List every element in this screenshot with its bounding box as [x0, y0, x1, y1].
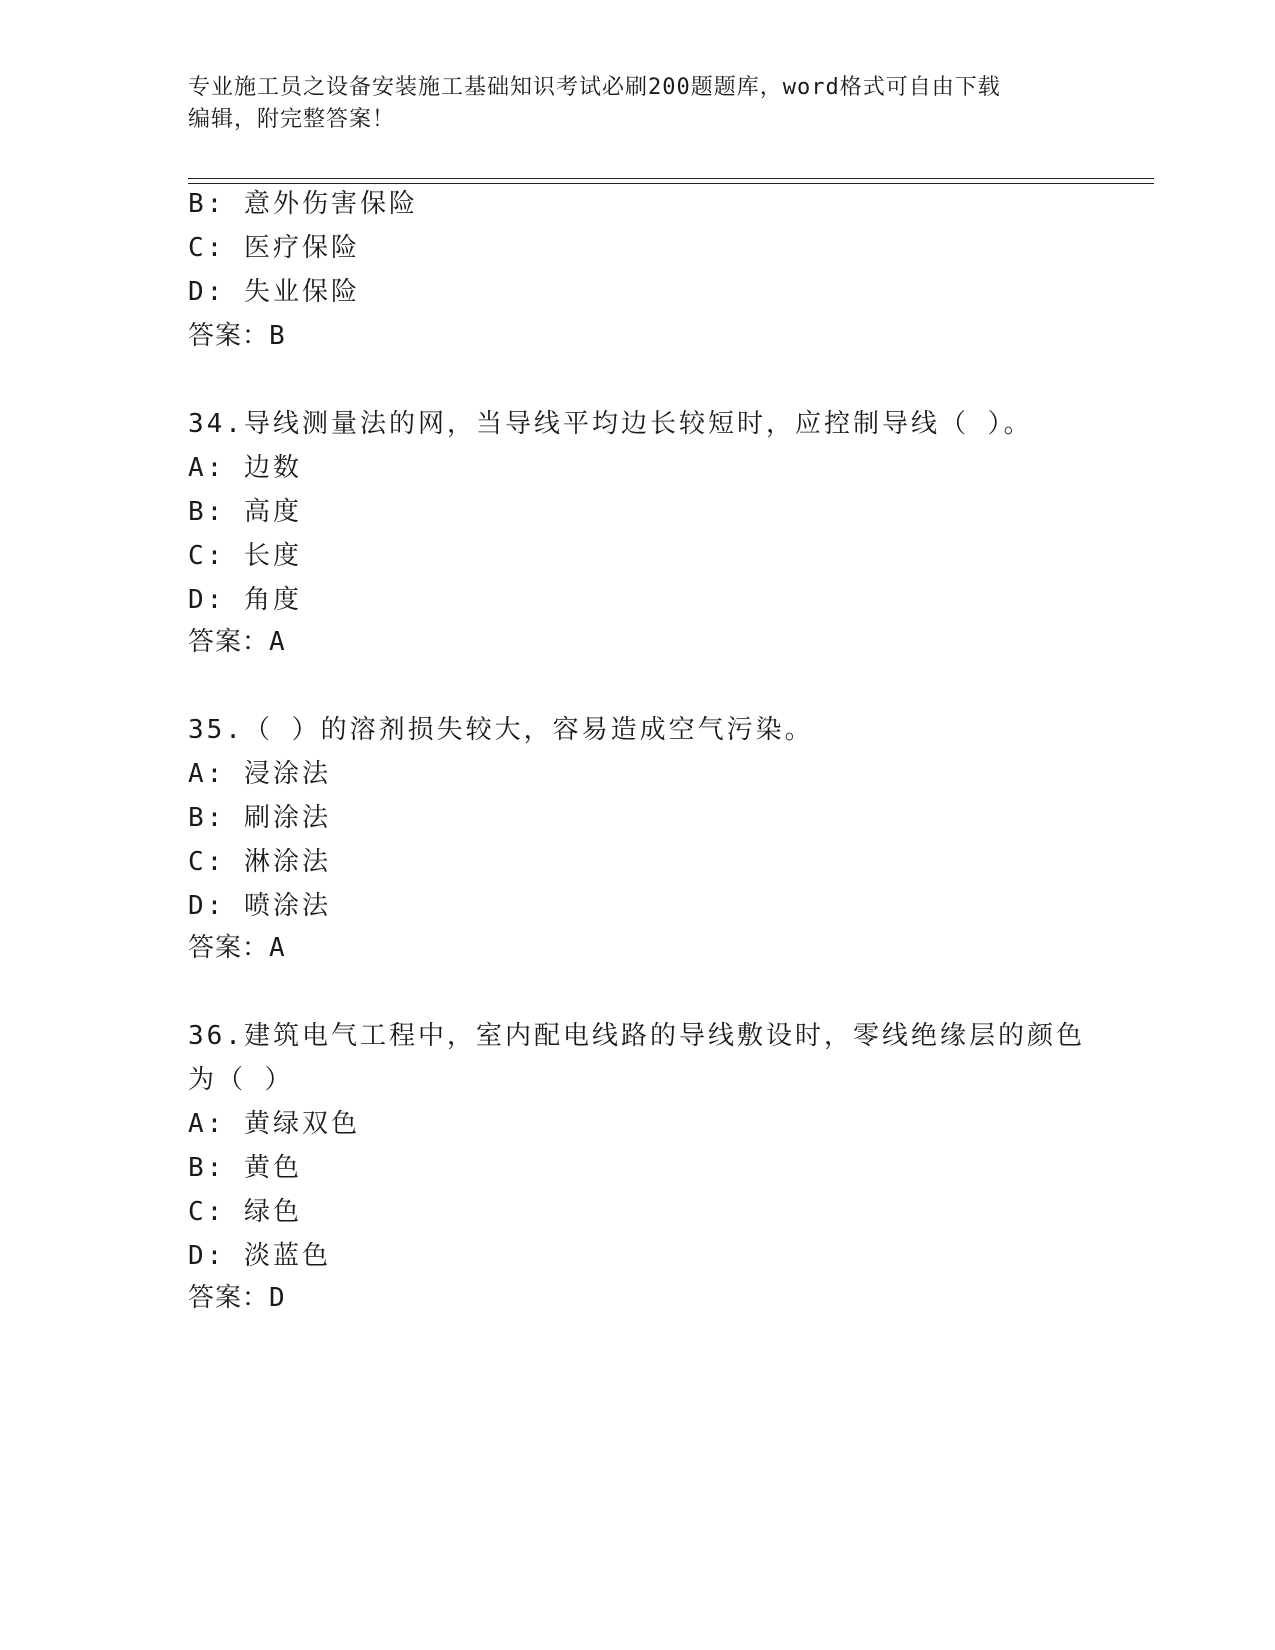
answer-line — [188, 928, 285, 968]
option-c: C: 长度 — [188, 541, 302, 571]
option-c: C: 医疗保险 — [188, 233, 360, 263]
option-d: D: 角度 — [188, 585, 302, 615]
answer-value: D — [269, 1283, 285, 1313]
option-a: A: 浸涂法 — [188, 759, 331, 789]
question-stem: 34.导线测量法的网，当导线平均边长较短时，应控制导线（ ）。 — [188, 409, 1033, 439]
option-b: B: 刷涂法 — [188, 803, 331, 833]
question-stem: 36.建筑电气工程中，室内配电线路的导线敷设时，零线绝缘层的颜色 — [188, 1021, 1085, 1051]
answer-label: 答案： — [188, 933, 270, 963]
question-stem-continued: 为（ ） — [188, 1065, 294, 1095]
option-b: B: 黄色 — [188, 1153, 302, 1183]
answer-line — [188, 316, 285, 356]
option-d: D: 喷涂法 — [188, 891, 331, 921]
option-c: C: 淋涂法 — [188, 847, 331, 877]
answer-value: B — [269, 321, 285, 351]
answer-label: 答案： — [188, 627, 270, 657]
option-b: B: 高度 — [188, 497, 302, 527]
answer-value: A — [269, 627, 285, 657]
option-d: D: 失业保险 — [188, 277, 360, 307]
option-b: B: 意外伤害保险 — [188, 189, 418, 219]
answer-label: 答案： — [188, 1283, 270, 1313]
answer-label: 答案： — [188, 321, 270, 351]
question-stem: 35.（ ）的溶剂损失较大，容易造成空气污染。 — [188, 715, 814, 745]
option-c: C: 绿色 — [188, 1197, 302, 1227]
option-d: D: 淡蓝色 — [188, 1241, 331, 1271]
header-divider-top — [188, 178, 1154, 179]
document-header — [188, 72, 1088, 136]
answer-value: A — [269, 933, 285, 963]
header-title-line-1: 专业施工员之设备安装施工基础知识考试必刷200题题库，word格式可自由下载 — [188, 75, 1001, 100]
option-a: A: 黄绿双色 — [188, 1109, 360, 1139]
answer-line — [188, 1278, 285, 1318]
header-title-line-2: 编辑，附完整答案！ — [188, 107, 396, 132]
answer-line — [188, 622, 285, 662]
option-a: A: 边数 — [188, 453, 302, 483]
